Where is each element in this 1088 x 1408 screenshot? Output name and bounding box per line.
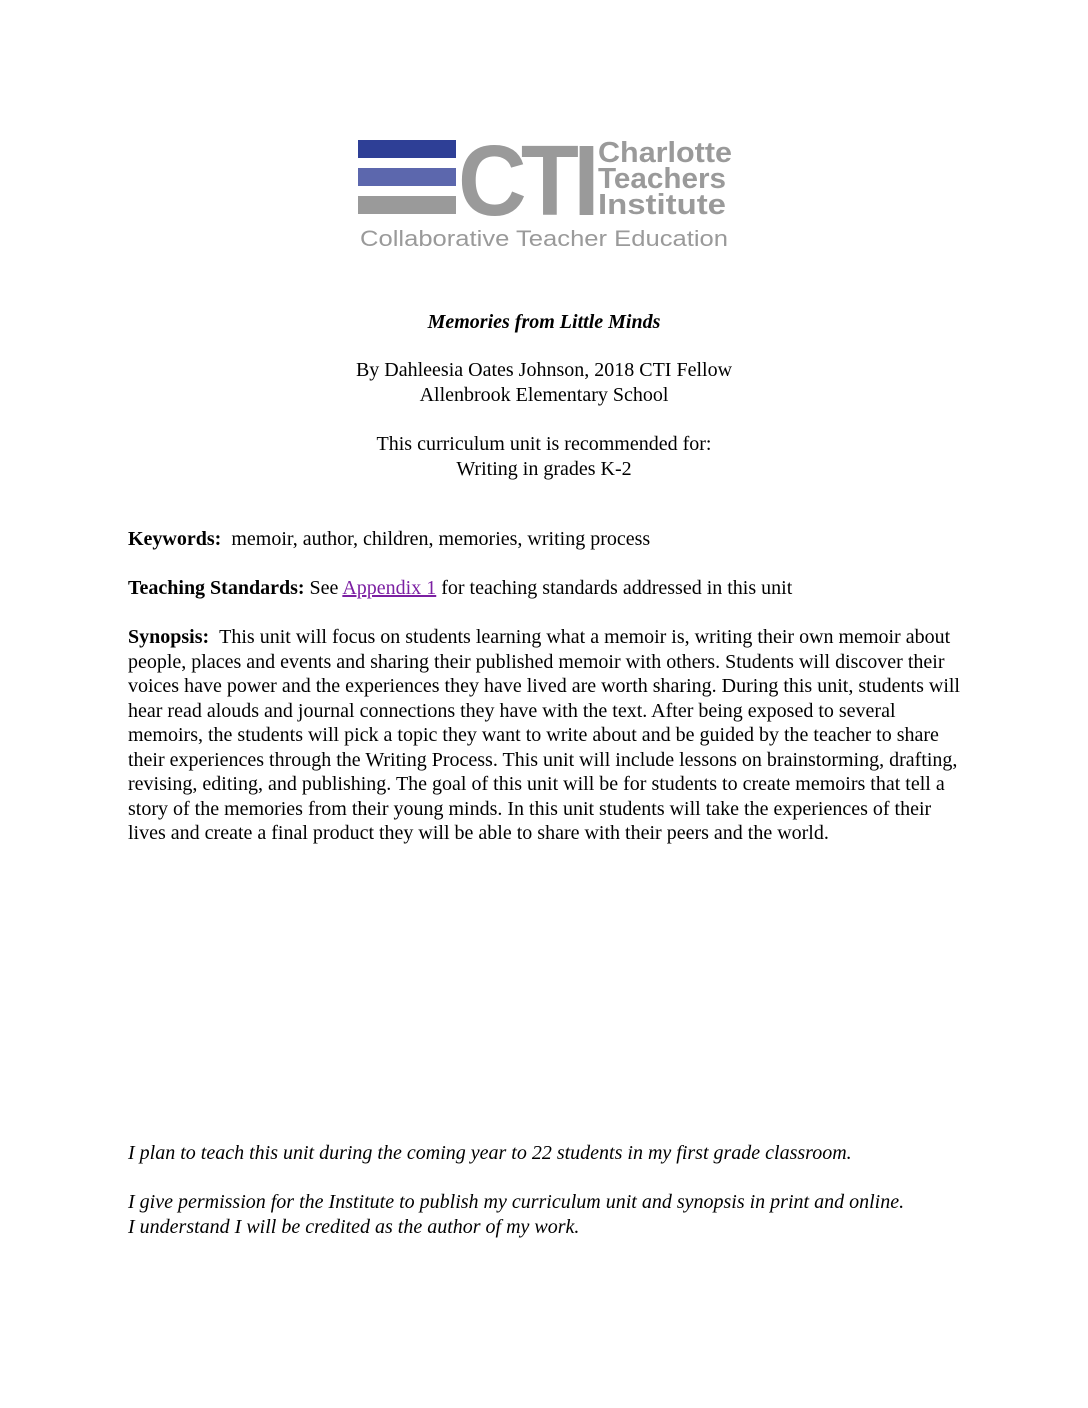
- logo-bar-gray: [358, 196, 456, 214]
- author-byline: By Dahleesia Oates Johnson, 2018 CTI Fellow: [355, 359, 733, 381]
- teaching-plan-statement: I plan to teach this unit during the coming year to 22 students in my first grade classroom.: [128, 1142, 852, 1164]
- keywords-label: Keywords:: [128, 528, 222, 550]
- synopsis-text: This unit will focus on students learning what a memoir is, writing their own memoir about people, places and events and sharing their published memoir with others. Students will discover their voices have power and the experiences they have lived are worth sharing. During this unit, students will hear read alouds and journal connections they have with the text. After being exposed to several memoirs, the students will pick a topic they want to write about and be guided by the teacher to share their experiences through the Writing Process. This unit will include lessons on brainstorming, drafting, revising, editing, and publishing. The goal of this unit will be for students to create memoirs that tell a story of the memories from their young minds. In this unit students will take the experiences of their lives and create a final product they will be able to share with their peers and the world.: [128, 626, 960, 844]
- permission-line-1: I give permission for the Institute to publish my curriculum unit and synopsis in print and online.: [128, 1191, 905, 1213]
- synopsis-section: [128, 625, 960, 846]
- appendix-1-link[interactable]: Appendix 1: [342, 577, 437, 599]
- grade-level: Writing in grades K-2: [456, 458, 632, 480]
- logo-name-line2: Teachers: [598, 163, 726, 195]
- synopsis-label: Synopsis:: [128, 626, 210, 648]
- standards-label: Teaching Standards:: [128, 577, 305, 599]
- keywords-text: memoir, author, children, memories, writing process: [231, 528, 651, 550]
- logo-bar-mid-blue: [358, 168, 456, 186]
- logo-bar-dark-blue: [358, 140, 456, 158]
- logo-name-line1: Charlotte: [598, 137, 732, 169]
- cti-logo-graphic: [358, 136, 738, 254]
- permission-line-2: I understand I will be credited as the author of my work.: [128, 1215, 580, 1238]
- logo-name-line3: Institute: [598, 189, 726, 221]
- standards-text-after: for teaching standards addressed in this unit: [441, 577, 793, 599]
- logo-acronym: CTI: [458, 136, 595, 237]
- logo-tagline: Collaborative Teacher Education: [360, 226, 728, 251]
- recommended-label: This curriculum unit is recommended for:: [376, 433, 712, 455]
- unit-title: Memories from Little Minds: [427, 311, 661, 333]
- permission-statement: [128, 1190, 960, 1239]
- standards-text-before: See: [309, 577, 339, 599]
- school-name: Allenbrook Elementary School: [419, 384, 669, 406]
- cti-logo: [358, 136, 738, 254]
- keywords-section: [128, 527, 960, 552]
- teaching-standards-section: [128, 576, 960, 601]
